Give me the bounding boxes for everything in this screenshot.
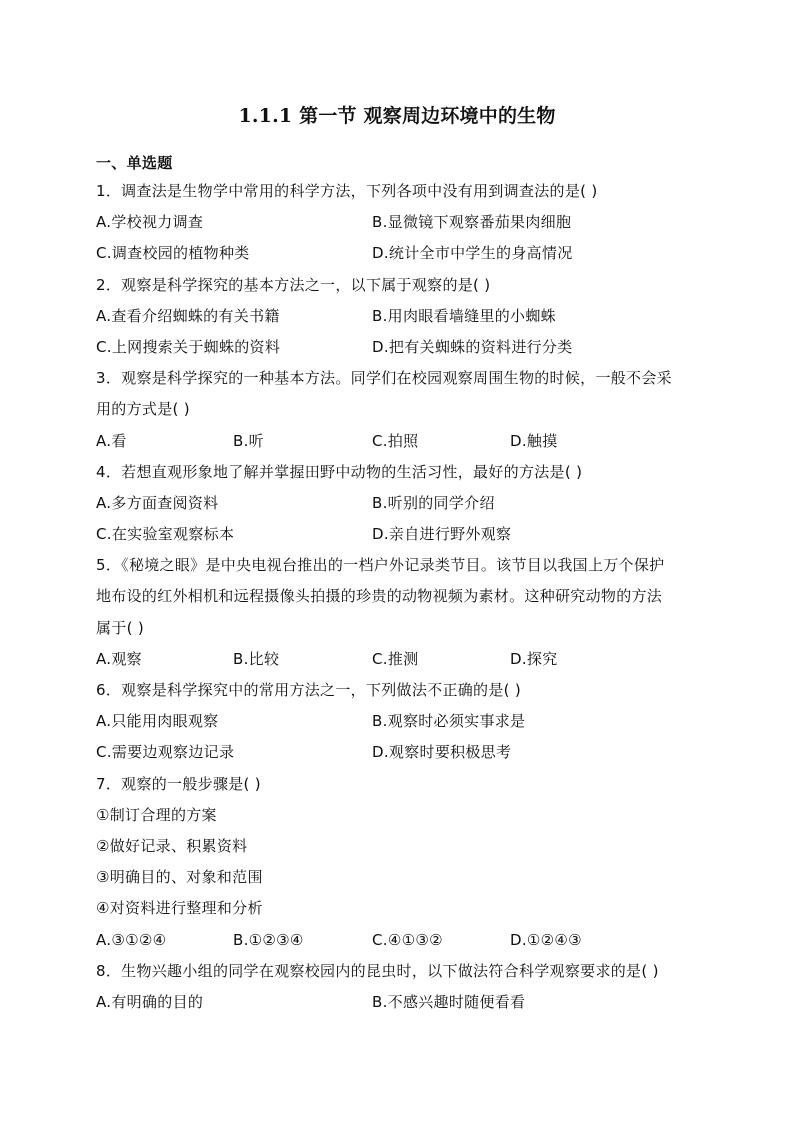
question-5-stem-line-3: 属于( ) [96,618,144,637]
question-2-option-d: D.把有关蜘蛛的资料进行分类 [372,337,573,356]
question-7-step-1: ①制订合理的方案 [96,805,217,824]
question-5-option-b: B.比较 [233,649,280,668]
question-7-step-2: ②做好记录、积累资料 [96,836,248,855]
question-5-option-a: A.观察 [96,649,142,668]
question-3-stem-line-1: 3．观察是科学探究的一种基本方法。同学们在校园观察周围生物的时候，一般不会采 [96,369,672,388]
question-3-option-d: D.触摸 [510,431,558,450]
question-3-option-a: A.看 [96,431,127,450]
question-7-step-3: ③明确目的、对象和范围 [96,868,263,887]
question-3-stem-line-2: 用的方式是( ) [96,400,190,419]
question-8-option-a: A.有明确的目的 [96,992,204,1011]
question-8-options-row-1 [96,987,716,1018]
question-2-stem: 2．观察是科学探究的基本方法之一，以下属于观察的是( ) [96,275,491,294]
question-6-option-c: C.需要边观察边记录 [96,743,235,762]
question-2-options-row-2 [96,332,716,363]
question-6-option-b: B.观察时必须实事求是 [372,712,526,731]
question-5-stem-line-2: 地布设的红外相机和远程摄像头拍摄的珍贵的动物视频为素材。这种研究动物的方法 [96,587,663,606]
question-6-option-a: A.只能用肉眼观察 [96,712,219,731]
question-6-option-d: D.观察时要积极思考 [372,743,512,762]
question-4-option-a: A.多方面查阅资料 [96,493,219,512]
question-3-option-b: B.听 [233,431,264,450]
question-1-stem: 1．调查法是生物学中常用的科学方法，下列各项中没有用到调查法的是( ) [96,182,598,200]
question-1-option-d: D.统计全市中学生的身高情况 [372,244,573,263]
question-1-options-row-1 [96,207,716,238]
question-6-stem: 6．观察是科学探究中的常用方法之一，下列做法不正确的是( ) [96,681,522,699]
question-5-stem-line-1: 5．《秘境之眼》是中央电视台推出的一档户外记录类节目。该节目以我国上万个保护 [96,556,665,575]
section-heading: 一、单选题 [96,154,173,172]
question-1-option-c: C.调查校园的植物种类 [96,244,250,263]
question-4-option-b: B.听别的同学介绍 [372,493,495,512]
question-1-options-row-2 [96,238,716,269]
question-7-options [96,925,716,956]
question-5-option-d: D.探究 [510,649,558,668]
question-7-option-b: B.①②③④ [233,930,304,949]
question-2-option-a: A.查看介绍蜘蛛的有关书籍 [96,306,280,325]
question-7-option-c: C.④①③② [372,930,443,949]
question-3-options [96,426,716,457]
question-5-options [96,644,716,675]
question-list [96,150,716,1018]
question-8-option-b: B.不感兴趣时随便看看 [372,992,526,1011]
question-4-options-row-1 [96,488,716,519]
question-7-option-d: D.①②④③ [510,930,582,949]
question-5-option-c: C.推测 [372,649,419,668]
question-2-option-b: B.用肉眼看墙缝里的小蜘蛛 [372,306,556,325]
page-title: 1.1.1 第一节 观察周边环境中的生物 [238,105,556,127]
question-7-option-a: A.③①②④ [96,930,167,949]
question-7-step-4: ④对资料进行整理和分析 [96,899,263,918]
question-4-options-row-2 [96,519,716,550]
question-6-options-row-2 [96,737,716,768]
question-2-options-row-1 [96,301,716,332]
question-1-option-b: B.显微镜下观察番茄果肉细胞 [372,213,572,232]
question-2-option-c: C.上网搜索关于蜘蛛的资料 [96,337,281,356]
question-4-option-d: D.亲自进行野外观察 [372,525,512,544]
question-1-option-a: A.学校视力调查 [96,213,204,232]
question-4-option-c: C.在实验室观察标本 [96,525,235,544]
question-4-stem: 4．若想直观形象地了解并掌握田野中动物的生活习性，最好的方法是( ) [96,462,583,481]
question-8-stem: 8．生物兴趣小组的同学在观察校园内的昆虫时，以下做法符合科学观察要求的是( ) [96,961,659,980]
question-3-option-c: C.拍照 [372,431,419,450]
question-6-options-row-1 [96,706,716,737]
question-7-stem: 7．观察的一般步骤是( ) [96,774,261,793]
